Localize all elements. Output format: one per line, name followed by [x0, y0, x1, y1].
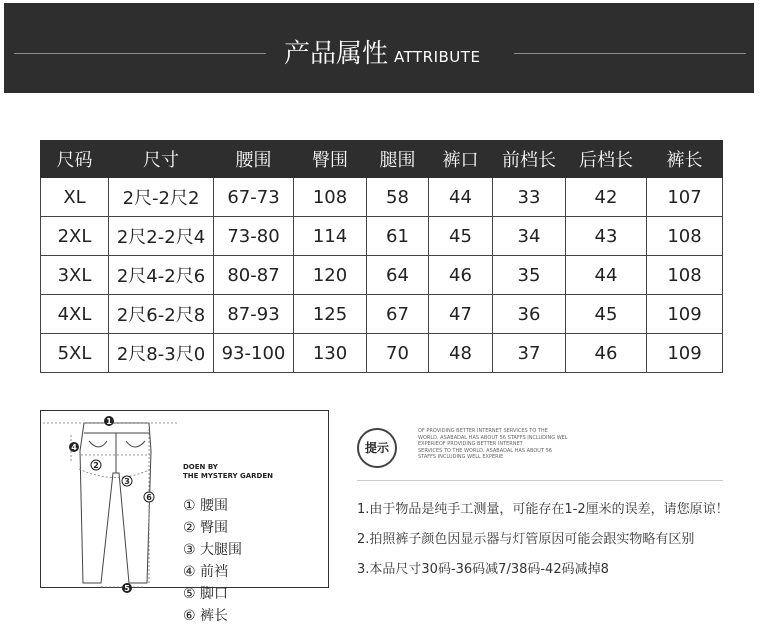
table-cell: 108 — [294, 178, 367, 217]
table-cell: 130 — [294, 334, 367, 373]
table-cell: 87-93 — [214, 295, 294, 334]
table-cell: 46 — [566, 334, 647, 373]
table-cell: 2尺6-2尺8 — [109, 295, 214, 334]
table-cell: 44 — [566, 256, 647, 295]
legend-row — [183, 583, 328, 627]
table-cell: 2尺4-2尺6 — [109, 256, 214, 295]
tips-small-line: STAFFS INCLUDING WELL EXPERIE — [418, 454, 504, 460]
table-cell: 108 — [647, 217, 723, 256]
banner-right-rule — [514, 53, 746, 54]
legend-item-thigh: ③ 大腿围 — [183, 542, 243, 558]
marker-4-label: 4 — [71, 443, 77, 452]
table-cell: 125 — [294, 295, 367, 334]
table-cell: 2XL — [41, 217, 109, 256]
legend-row — [183, 495, 328, 539]
table-cell: 37 — [493, 334, 566, 373]
header-cell-front-rise: 前档长 — [493, 141, 566, 178]
tips-small-line: SERVICES TO THE WORLD. ASABADAL HAS ABOUT 56 — [418, 447, 552, 454]
table-cell: 5XL — [41, 334, 109, 373]
table-cell: 80-87 — [214, 256, 294, 295]
table-cell: 67-73 — [214, 178, 294, 217]
table-cell: 2尺8-3尺0 — [109, 334, 214, 373]
table-row — [41, 256, 723, 295]
table-cell: 44 — [429, 178, 493, 217]
header-cell-waist: 腰围 — [214, 141, 294, 178]
table-cell: 61 — [367, 217, 429, 256]
banner-title — [284, 33, 480, 70]
legend-item-length: ⑥ 裤长 — [183, 608, 229, 624]
table-row — [41, 295, 723, 334]
table-row — [41, 217, 723, 256]
table-cell: 109 — [647, 295, 723, 334]
tips-divider — [357, 480, 723, 481]
tips-small-line: EXPERIEOF PROVIDING BETTER INTERNET — [418, 441, 523, 447]
table-cell: 73-80 — [214, 217, 294, 256]
table-cell: 2尺2-2尺4 — [109, 217, 214, 256]
legend-item-front-rise: ④ 前裆 — [183, 564, 229, 580]
note-1: 1.由于物品是纯手工测量，可能存在1-2厘米的误差，请您原谅！ — [357, 502, 729, 517]
header-banner — [4, 3, 754, 93]
legend-item-hip: ② 臀围 — [183, 520, 229, 536]
table-cell: 45 — [566, 295, 647, 334]
table-cell: 58 — [367, 178, 429, 217]
banner-left-rule — [14, 53, 266, 54]
note-2: 2.拍照裤子颜色因显示器与灯管原因可能会跟实物略有区别 — [357, 532, 695, 547]
header-cell-back-rise: 后档长 — [566, 141, 647, 178]
header-cell-hem: 裤口 — [429, 141, 493, 178]
table-cell: 108 — [647, 256, 723, 295]
table-cell: 64 — [367, 256, 429, 295]
marker-2-label: 2 — [93, 461, 99, 470]
header-cell-thigh: 腿围 — [367, 141, 429, 178]
tips-small-text — [418, 428, 618, 461]
table-cell: 4XL — [41, 295, 109, 334]
header-cell-size: 尺码 — [41, 141, 109, 178]
marker-1-label: 1 — [106, 417, 112, 426]
pants-diagram — [41, 411, 181, 593]
brand-line-2: THE MYSTERY GARDEN — [183, 472, 274, 480]
table-cell: 36 — [493, 295, 566, 334]
legend-row — [183, 539, 328, 583]
measurement-diagram — [40, 410, 329, 624]
table-cell: 43 — [566, 217, 647, 256]
table-cell: 93-100 — [214, 334, 294, 373]
measure-lines — [43, 423, 178, 587]
table-row — [41, 178, 723, 217]
table-cell: XL — [41, 178, 109, 217]
table-cell: 46 — [429, 256, 493, 295]
header-cell-length: 裤长 — [647, 141, 723, 178]
banner-title-text: 产品属性 — [284, 39, 389, 69]
table-cell: 33 — [493, 178, 566, 217]
table-cell: 114 — [294, 217, 367, 256]
table-cell: 109 — [647, 334, 723, 373]
marker-3-label: 3 — [124, 477, 130, 486]
table-row — [41, 334, 723, 373]
table-cell: 35 — [493, 256, 566, 295]
note-3: 3.本品尺寸30码-36码减7/38码-42码减掉8 — [357, 562, 609, 577]
table-cell: 42 — [566, 178, 647, 217]
marker-6-label: 6 — [146, 493, 152, 502]
table-cell: 2尺-2尺2 — [109, 178, 214, 217]
legend-item-hem: ⑤ 脚口 — [183, 586, 229, 602]
header-cell-hip: 臀围 — [294, 141, 367, 178]
table-cell: 45 — [429, 217, 493, 256]
table-cell: 70 — [367, 334, 429, 373]
banner-subtitle: ATTRIBUTE — [394, 48, 481, 66]
table-cell: 67 — [367, 295, 429, 334]
tips-small-line: WORLD. ASABADAL HAS ABOUT 56 STAFFS INCLUDING WEL — [418, 434, 568, 441]
pants-outline-icon — [80, 423, 151, 583]
size-table — [40, 140, 723, 373]
table-cell: 120 — [294, 256, 367, 295]
table-cell: 107 — [647, 178, 723, 217]
tips-badge: 提示 — [357, 428, 397, 468]
legend-item-waist: ① 腰围 — [183, 498, 229, 514]
table-cell: 3XL — [41, 256, 109, 295]
table-cell: 34 — [493, 217, 566, 256]
size-table-header-row — [41, 141, 723, 178]
table-cell: 47 — [429, 295, 493, 334]
marker-5-label: 5 — [124, 584, 130, 593]
measurement-legend — [183, 495, 328, 627]
table-cell: 48 — [429, 334, 493, 373]
brand-text — [183, 463, 273, 481]
tips-small-line: OF PROVIDING BETTER INTERNET SERVICES TO THE — [418, 428, 548, 434]
header-cell-measure: 尺寸 — [109, 141, 214, 178]
brand-line-1: DOEN BY — [183, 463, 218, 471]
